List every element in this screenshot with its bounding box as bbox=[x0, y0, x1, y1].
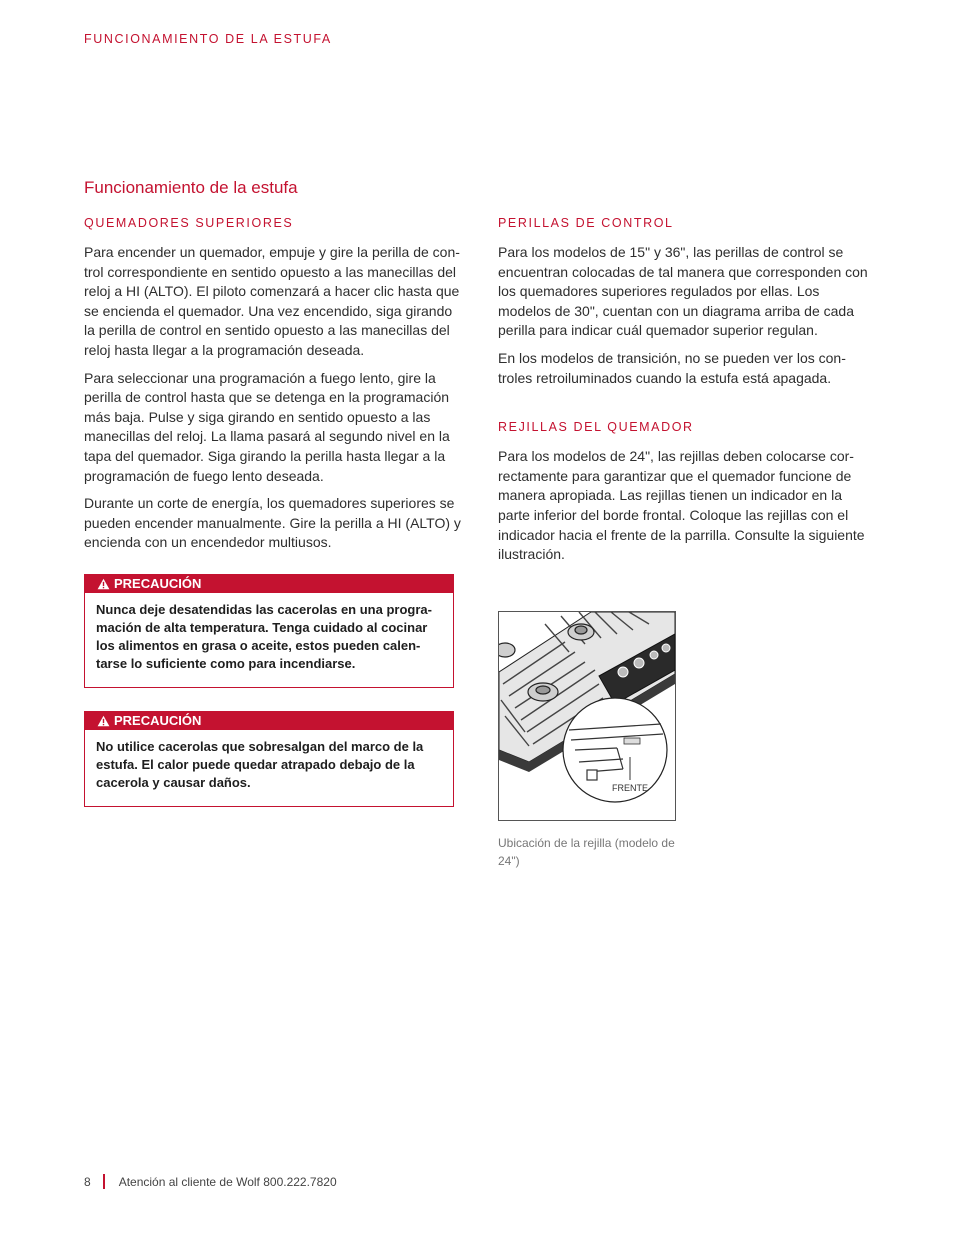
paragraph: Para los modelos de 24", las rejillas deben colocarse cor-rectamente para garantizar que el quemador funcione de manera apropiada. Las rejillas tienen un indicador en la parte inferior del borde frontal. Coloque las rejillas con el indicador hacia el frente de la parrilla. Consulte la siguiente ilustración. bbox=[498, 448, 865, 563]
heading-quemadores-superiores: QUEMADORES SUPERIORES bbox=[84, 216, 294, 230]
page-footer bbox=[84, 1174, 337, 1189]
left-column bbox=[84, 216, 464, 807]
figure-caption: Ubicación de la rejilla (modelo de 24") bbox=[498, 836, 675, 868]
caution-text: Nunca deje desatendidas las cacerolas en una progra-mación de alta temperatura. Tenga cuidado al cocinar los alimentos en grasa o aceite, estos pueden calen-tarse lo suficiente como para incendiarse. bbox=[96, 601, 432, 671]
heading-rejillas-del-quemador: REJILLAS DEL QUEMADOR bbox=[498, 420, 694, 435]
right-column bbox=[498, 216, 870, 573]
paragraph: Durante un corte de energía, los quemadores superiores se pueden encender manualmente. Gire la perilla a HI (ALTO) y encienda con un encendedor multiusos. bbox=[84, 495, 461, 551]
warning-triangle-icon bbox=[97, 578, 110, 590]
caution-header bbox=[85, 712, 453, 730]
running-header: FUNCIONAMIENTO DE LA ESTUFA bbox=[84, 32, 332, 46]
grate-illustration bbox=[498, 611, 676, 821]
caution-box bbox=[84, 711, 454, 807]
footer-text: Atención al cliente de Wolf 800.222.7820 bbox=[118, 1174, 337, 1189]
frente-callout: FRENTE bbox=[612, 783, 648, 793]
page-title: Funcionamiento de la estufa bbox=[84, 178, 298, 197]
paragraph: En los modelos de transición, no se pueden ver los con-troles retroiluminados cuando la estufa está apagada. bbox=[498, 349, 846, 386]
paragraph: Para seleccionar una programación a fuego lento, gire la perilla de control hasta que se detenga en la programación más baja. Pulse y siga girando en sentido opuesto a las manecillas del reloj. La llama pasará al segundo nivel en la tapa del quemador. Siga girando la perilla hasta llegar a la programación de fuego lento deseada. bbox=[84, 369, 450, 484]
warning-triangle-icon bbox=[97, 715, 110, 727]
paragraph: Para encender un quemador, empuje y gire la perilla de con-trol correspondiente en sentido opuesto a las manecillas del reloj a HI (ALTO). El piloto comenzará a hacer clic hasta que se encienda el quemador. Una vez encendido, siga girando la perilla de control en sentido opuesto a las manecillas del reloj hasta llegar a la programación deseada. bbox=[84, 244, 460, 358]
footer-divider bbox=[103, 1174, 105, 1189]
caution-label: PRECAUCIÓN bbox=[114, 575, 202, 591]
paragraph: Para los modelos de 15" y 36", las perillas de control se encuentran colocadas de tal manera que corresponden con los quemadores superiores regulados por ellas. Los modelos de 30", cuentan con un diagrama arriba de cada perilla para indicar cuál quemador superior regulan. bbox=[498, 244, 868, 339]
page-number: 8 bbox=[84, 1174, 91, 1189]
caution-label: PRECAUCIÓN bbox=[114, 712, 202, 728]
heading-perillas-de-control: PERILLAS DE CONTROL bbox=[498, 216, 674, 230]
caution-text: No utilice cacerolas que sobresalgan del marco de la estufa. El calor puede quedar atrapado debajo de la cacerola y causar daños. bbox=[96, 738, 424, 790]
cooktop-drawing bbox=[499, 612, 675, 820]
caution-box bbox=[84, 574, 454, 688]
caution-header bbox=[85, 575, 453, 593]
